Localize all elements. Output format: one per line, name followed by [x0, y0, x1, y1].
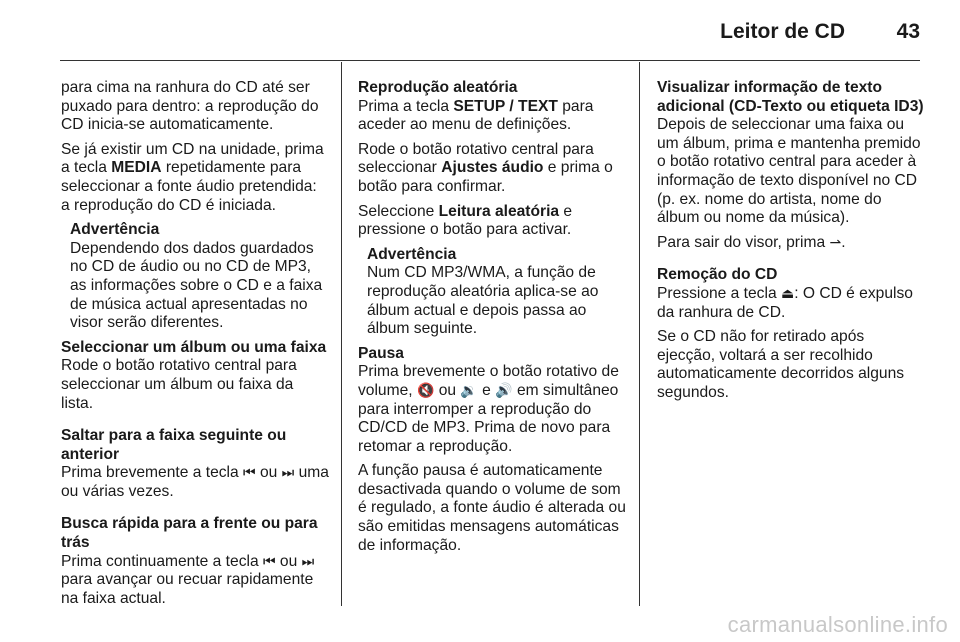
header-title: Leitor de CD	[720, 20, 845, 43]
previous-track-icon: ⏮	[243, 465, 256, 482]
menu-shuffle: Leitura aleatória	[438, 202, 560, 220]
page-header	[0, 0, 960, 62]
paragraph-setup	[358, 98, 628, 135]
watermark: carmanualsonline.info	[727, 612, 948, 637]
text: Se já existir um CD na unidade, prima a tecla	[61, 140, 324, 177]
text: Prima brevemente o botão rotativo de volume,	[358, 363, 619, 399]
section-text: Rode o botão rotativo central para seleccionar um álbum ou faixa da lista.	[61, 357, 297, 412]
text: para aceder ao menu de definições.	[358, 97, 594, 134]
eject-icon: ⏏	[780, 285, 795, 302]
section-pause	[358, 345, 628, 457]
column-divider-2	[639, 62, 640, 606]
text: : O CD é expulso da ranhura de CD.	[657, 284, 913, 321]
text: e	[477, 381, 496, 399]
column-2	[358, 79, 628, 561]
next-track-icon: ⏭	[281, 465, 295, 482]
text: Prima a tecla	[358, 97, 454, 115]
previous-track-icon: ⏮	[262, 553, 276, 570]
text: Para sair do visor, prima	[657, 233, 830, 251]
text: em simultâneo para interromper a reprodução do CD/CD de MP3. Prima de novo para retomar a reprodução.	[358, 381, 619, 455]
section-heading-text-info: Visualizar informação de texto adicional (CD-Texto ou etiqueta ID3)	[657, 79, 924, 115]
text: repetidamente para seleccionar a fonte áudio pretendida: a reprodução do CD é iniciada.	[61, 159, 317, 214]
key-setup-text: SETUP / TEXT	[453, 97, 558, 115]
text: Prima brevemente a tecla	[61, 464, 244, 482]
header-rule	[60, 60, 920, 61]
paragraph-eject	[657, 285, 925, 322]
text: Rode o botão rotativo central para seleccionar	[358, 140, 594, 177]
paragraph-exit	[657, 234, 925, 253]
text: Prima continuamente a tecla	[61, 552, 263, 570]
page-number: 43	[896, 20, 920, 43]
column-1	[61, 79, 329, 622]
warning-text: Dependendo dos dados guardados no CD de áudio ou no CD de MP3, as informações sobre o CD e a faixa de música actual apresentadas no visor serão diferentes.	[70, 239, 323, 332]
section-heading: Saltar para a faixa seguinte ou anterior	[61, 427, 287, 463]
warning-note	[61, 221, 329, 333]
next-track-icon: ⏭	[301, 553, 315, 570]
section-heading-eject: Remoção do CD	[657, 266, 778, 284]
text: .	[841, 233, 846, 251]
key-media: MEDIA	[111, 159, 162, 177]
menu-audio-settings: Ajustes áudio	[441, 159, 544, 177]
section-heading: Busca rápida para a frente ou para trás	[61, 515, 318, 552]
mute-icon: 🔇	[416, 382, 435, 399]
column-3	[657, 79, 925, 409]
text: Pressione a tecla	[657, 284, 781, 302]
section-heading: Seleccionar um álbum ou uma faixa	[61, 338, 327, 356]
column-divider-1	[341, 62, 342, 606]
warning-text: Num CD MP3/WMA, a função de reprodução aleatória aplica-se ao álbum actual e depois passa ao álbum seguinte.	[367, 264, 599, 338]
section-fast-search	[61, 515, 329, 608]
text: e pressione o botão para activar.	[358, 202, 573, 239]
section-select-album	[61, 339, 329, 413]
warning-note	[358, 246, 628, 339]
section-heading-random: Reprodução aleatória	[358, 79, 518, 96]
paragraph-retract: Se o CD não for retirado após ejecção, voltará a ser recolhido automaticamente decorridos alguns segundos.	[657, 328, 905, 401]
paragraph-insert: para cima na ranhura do CD até ser puxado para dentro: a reprodução do CD inicia-se automaticamente.	[61, 79, 319, 134]
text: e prima o botão para confirmar.	[358, 159, 613, 195]
volume-up-icon: 🔊	[495, 382, 513, 399]
text: uma ou várias vezes.	[61, 464, 329, 500]
text: ou	[434, 381, 461, 399]
paragraph-pause-auto: A função pausa é automaticamente desactivada quando o volume de som é regulado, a fonte áudio é alterada ou são emitidas mensagens automáticas de informação.	[358, 462, 626, 554]
paragraph-text-info: Depois de seleccionar uma faixa ou um álbum, prima e mantenha premido o botão rotativo central para aceder à informação de texto disponível no CD (p. ex. nome do artista, nome do álbum ou nome da música).	[657, 116, 921, 227]
paragraph-shuffle	[358, 203, 628, 240]
paragraph-audio-settings	[358, 141, 628, 197]
warning-title: Advertência	[70, 221, 160, 239]
text: Seleccione	[358, 202, 439, 220]
back-icon: ⇀	[829, 234, 842, 251]
text: ou	[275, 552, 302, 570]
text: para avançar ou recuar rapidamente na faixa actual.	[61, 571, 314, 607]
warning-title: Advertência	[367, 245, 457, 263]
text: ou	[255, 464, 282, 482]
paragraph-media	[61, 141, 329, 215]
section-heading: Pausa	[358, 344, 404, 362]
volume-down-icon: 🔉	[460, 382, 478, 399]
section-skip-track	[61, 427, 329, 501]
